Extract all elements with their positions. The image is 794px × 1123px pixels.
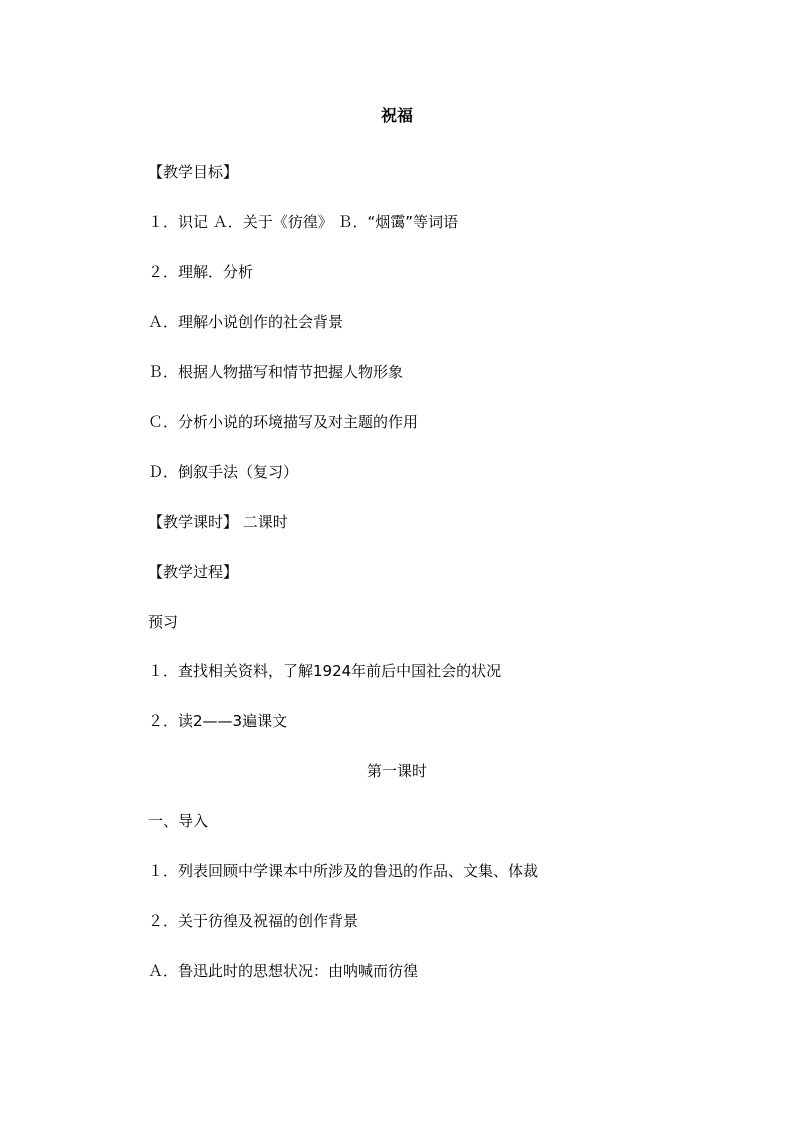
objective-item-1: １．识记 Ａ．关于《彷徨》 Ｂ．“烟霭”等词语 [148,213,459,231]
objective-subitem-a: Ａ．理解小说创作的社会背景 [148,313,344,331]
intro-subitem-a: Ａ．鲁迅此时的思想状况：由呐喊而彷徨 [148,962,419,980]
intro-heading: 一、导入 [148,812,209,830]
first-lesson-heading: 第一课时 [366,762,427,780]
section-heading-periods: 【教学课时】 二课时 [148,513,288,531]
objective-subitem-d: Ｄ．倒叙手法（复习） [148,463,299,481]
document-title: 祝福 [380,106,413,125]
section-heading-objectives: 【教学目标】 [148,163,239,181]
objective-subitem-c: Ｃ．分析小说的环境描写及对主题的作用 [148,413,419,431]
objective-item-2: ２．理解．分析 [148,263,254,281]
preview-item-1: １．查找相关资料，了解1924年前后中国社会的状况 [148,662,502,680]
intro-item-2: ２．关于彷徨及祝福的创作背景 [148,912,359,930]
preview-heading: 预习 [148,613,179,631]
intro-item-1: １．列表回顾中学课本中所涉及的鲁迅的作品、文集、体裁 [148,862,539,880]
section-heading-process: 【教学过程】 [148,563,239,581]
preview-item-2: ２．读2——3遍课文 [148,712,288,730]
objective-subitem-b: Ｂ．根据人物描写和情节把握人物形象 [148,363,404,381]
